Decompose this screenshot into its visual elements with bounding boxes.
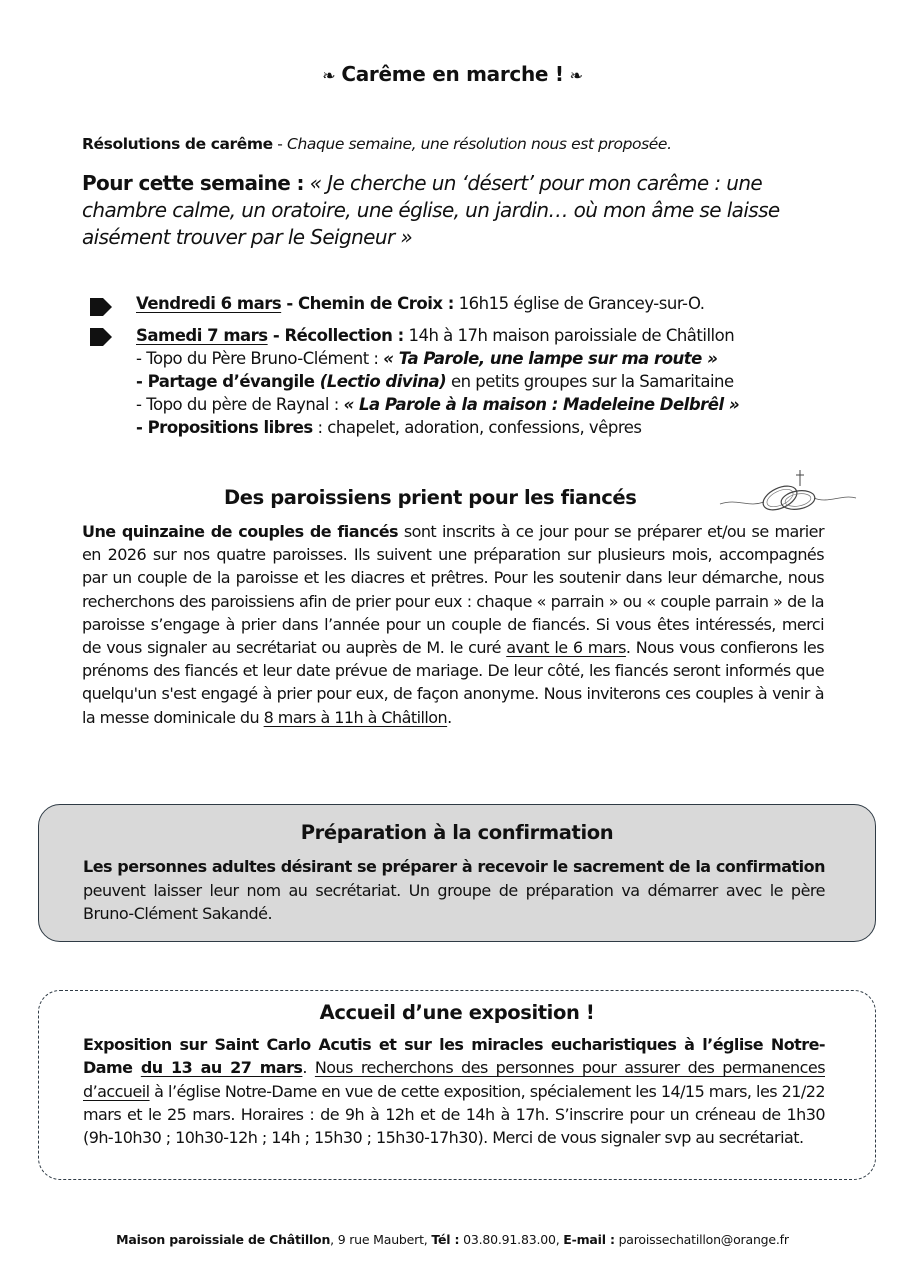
this-week-resolution bbox=[82, 170, 842, 251]
arrow-bullet-icon bbox=[90, 298, 112, 316]
fleuron-left-icon: ❧ bbox=[322, 66, 336, 85]
exposition-heading: Accueil d’une exposition ! bbox=[319, 1001, 595, 1024]
event-item: Vendredi 6 mars - Chemin de Croix : 16h15 église de Grancey-sur-O. bbox=[88, 294, 848, 324]
resolutions-line: Résolutions de carême - Chaque semaine, une résolution nous est proposée. bbox=[82, 135, 672, 153]
event-item: Samedi 7 mars - Récollection : 14h à 17h maison paroissiale de Châtillon - Topo du Père Bruno-Clément : « Ta Parole, une lampe sur ma route » - Partage d’évangile (Lectio divina) en petits groupes sur la Samaritaine - Topo du père de Raynal : « La Parole à la maison : Madeleine Delbrêl » - Propositions libres : chapelet, adoration, confessions, vêpres bbox=[88, 324, 848, 439]
event-subitem: - Partage d’évangile (Lectio divina) en petits groupes sur la Samaritaine bbox=[136, 372, 734, 391]
event-subitem: - Topo du père de Raynal : « La Parole à la maison : Madeleine Delbrêl » bbox=[136, 395, 740, 414]
footer-contact: Maison paroissiale de Châtillon, 9 rue Maubert, Tél : 03.80.91.83.00, E-mail : paroissechatillon@orange.fr bbox=[116, 1232, 789, 1247]
footer-phone: 03.80.91.83.00, bbox=[459, 1232, 564, 1247]
this-week-label: Pour cette semaine : bbox=[82, 171, 304, 195]
event-date: Vendredi 6 mars bbox=[136, 294, 282, 313]
event-subitem: - Propositions libres : chapelet, adoration, confessions, vêpres bbox=[136, 418, 642, 437]
fiances-paragraph: Une quinzaine de couples de fiancés sont inscrits à ce jour pour se préparer et/ou se marier en 2026 sur nos quatre paroisses. Ils suivent une préparation sur plusieurs mois, accompagnés par un couple de la paroisse et les diacres et prêtres. Pour les soutenir dans leur démarche, nous recherchons des paroissiens afin de prier pour eux : chaque « parrain » ou « couple parrain » de la paroisse s’engage à prier dans l’année pour un couple de fiancés. Si vous êtes intéressés, merci de vous signaler au secrétariat ou auprès de M. le curé avant le 6 mars. Nous vous confierons les prénoms des fiancés et leur date prévue de mariage. De leur côté, les fiancés seront informés que quelqu'un s'est engagé à prier pour eux, de façon anonyme. Nous inviterons ces couples à venir à la messe dominicale du 8 mars à 11h à Châtillon. bbox=[82, 522, 824, 727]
exposition-dates: du 13 au 27 mars bbox=[140, 1058, 303, 1078]
events-list bbox=[88, 294, 848, 439]
event-title: Récollection : bbox=[284, 326, 404, 345]
footer-org: Maison paroissiale de Châtillon bbox=[116, 1232, 331, 1247]
event-details: 14h à 17h maison paroissiale de Châtillon bbox=[403, 326, 735, 345]
page-title-text: Carême en marche ! bbox=[341, 62, 564, 86]
exposition-box bbox=[38, 990, 876, 1180]
wedding-rings-icon bbox=[718, 468, 858, 518]
exposition-paragraph: Exposition sur Saint Carlo Acutis et sur les miracles eucharistiques à l’église Notre-Dame du 13 au 27 mars. Nous recherchons des personnes pour assurer des permanences d’accueil à l’église Notre-Dame en vue de cette exposition, spécialement les 14/15 mars, les 21/22 mars et le 25 mars. Horaires : de 9h à 12h et de 14h à 17h. S’inscrire pour un créneau de 1h30 (9h-10h30 ; 10h30-12h ; 14h ; 15h30 ; 15h30-17h30). Merci de vous signaler svp au secrétariat. bbox=[83, 1035, 825, 1148]
event-subitem: - Topo du Père Bruno-Clément : « Ta Parole, une lampe sur ma route » bbox=[136, 349, 718, 368]
fiances-heading: Des paroissiens prient pour les fiancés bbox=[224, 486, 637, 509]
deadline-text: avant le 6 mars bbox=[506, 638, 626, 658]
page-title bbox=[0, 62, 905, 86]
arrow-bullet-icon bbox=[90, 328, 112, 346]
mass-date-text: 8 mars à 11h à Châtillon bbox=[263, 707, 448, 727]
resolutions-text: Chaque semaine, une résolution nous est proposée. bbox=[287, 135, 672, 153]
footer-email: paroissechatillon@orange.fr bbox=[614, 1232, 789, 1247]
confirmation-box bbox=[38, 804, 876, 942]
event-details: 16h15 église de Grancey-sur-O. bbox=[453, 294, 705, 313]
confirmation-paragraph: Les personnes adultes désirant se préparer à recevoir le sacrement de la confirmation peuvent laisser leur nom au secrétariat. Un groupe de préparation va démarrer avec le père Bruno-Clément Sakandé. bbox=[83, 857, 825, 923]
fleuron-right-icon: ❧ bbox=[569, 66, 583, 85]
this-week-quote: « Je cherche un ‘désert’ pour mon carême : une chambre calme, un oratoire, une église, un jardin… où mon âme se laisse aisément trouver par le Seigneur » bbox=[82, 171, 780, 249]
volunteer-call: Nous recherchons des personnes pour assurer des permanences d’accueil bbox=[83, 1058, 825, 1101]
confirmation-heading: Préparation à la confirmation bbox=[300, 821, 614, 844]
event-title: Chemin de Croix : bbox=[298, 294, 454, 313]
resolutions-label: Résolutions de carême bbox=[82, 135, 273, 153]
event-date: Samedi 7 mars bbox=[136, 326, 268, 345]
